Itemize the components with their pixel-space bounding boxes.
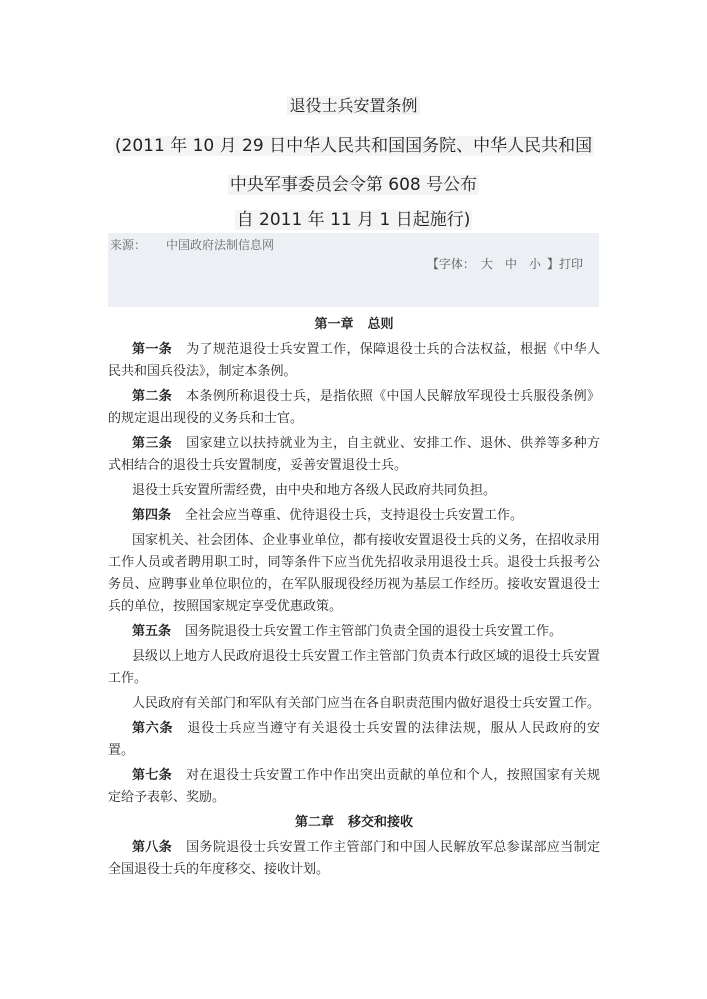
- subtitle-line-2: 中央军事委员会令第 608 号公布: [229, 175, 478, 195]
- article-paragraph: 第五条 国务院退役士兵安置工作主管部门负责全国的退役士兵安置工作。: [132, 624, 563, 639]
- article-paragraph: 县级以上地方人民政府退役士兵安置工作主管部门负责本行政区域的退役士兵安置工作。: [108, 649, 601, 686]
- article-paragraph: 第八条 国务院退役士兵安置工作主管部门和中国人民解放军总参谋部应当制定全国退役士兵的年度移交、接收计划。: [108, 840, 600, 877]
- source-line: [110, 236, 274, 253]
- article-paragraph: 第一条 为了规范退役士兵安置工作，保障退役士兵的合法权益，根据《中华人民共和国兵役法》，制定本条例。: [108, 342, 600, 379]
- article-paragraph: 第六条 退役士兵应当遵守有关退役士兵安置的法律法规，服从人民政府的安置。: [108, 721, 600, 758]
- source-panel: [108, 233, 599, 307]
- article-paragraph: 第三条 国家建立以扶持就业为主，自主就业、安排工作、退休、供养等多种方式相结合的退役士兵安置制度，妥善安置退役士兵。: [108, 436, 600, 473]
- article-body: [108, 314, 600, 884]
- font-small-link[interactable]: 小: [528, 257, 541, 271]
- article-paragraph: 国家机关、社会团体、企业事业单位，都有接收安置退役士兵的义务，在招收录用工作人员或者聘用职工时，同等条件下应当优先招收录用退役士兵。退役士兵报考公务员、应聘事业单位职位的，在军队服现役经历视为基层工作经历。接收安置退役士兵的单位，按照国家规定享受优惠政策。: [108, 533, 601, 614]
- article-paragraph: 第二条 本条例所称退役士兵，是指依照《中国人民解放军现役士兵服役条例》的规定退出现役的义务兵和士官。: [108, 389, 600, 426]
- article-paragraph: 人民政府有关部门和军队有关部门应当在各自职责范围内做好退役士兵安置工作。: [132, 696, 601, 711]
- font-bracket: 】: [546, 257, 559, 271]
- font-medium-link[interactable]: 中: [504, 257, 517, 271]
- font-large-link[interactable]: 大: [480, 257, 493, 271]
- article-paragraph: 退役士兵安置所需经费，由中央和地方各级人民政府共同负担。: [132, 483, 497, 498]
- font-size-controls: [427, 255, 583, 272]
- article-paragraph: 第四条 全社会应当尊重、优待退役士兵，支持退役士兵安置工作。: [132, 508, 524, 523]
- source-value: 中国政府法制信息网: [166, 238, 275, 252]
- print-link[interactable]: 打印: [558, 257, 583, 271]
- subtitle-line-1: (2011 年 10 月 29 日中华人民共和国国务院、中华人民共和国: [114, 136, 593, 156]
- document-title: 退役士兵安置条例: [289, 96, 418, 115]
- chapter-heading: 第二章 移交和接收: [294, 815, 414, 830]
- subtitle-line-3: 自 2011 年 11 月 1 日起施行): [236, 210, 471, 230]
- article-paragraph: 第七条 对在退役士兵安置工作中作出突出贡献的单位和个人，按照国家有关规定给予表彰、奖励。: [108, 768, 600, 805]
- chapter-heading: 第一章 总则: [314, 317, 394, 332]
- source-label: 来源：: [110, 238, 147, 252]
- font-label: 【字体：: [426, 257, 475, 271]
